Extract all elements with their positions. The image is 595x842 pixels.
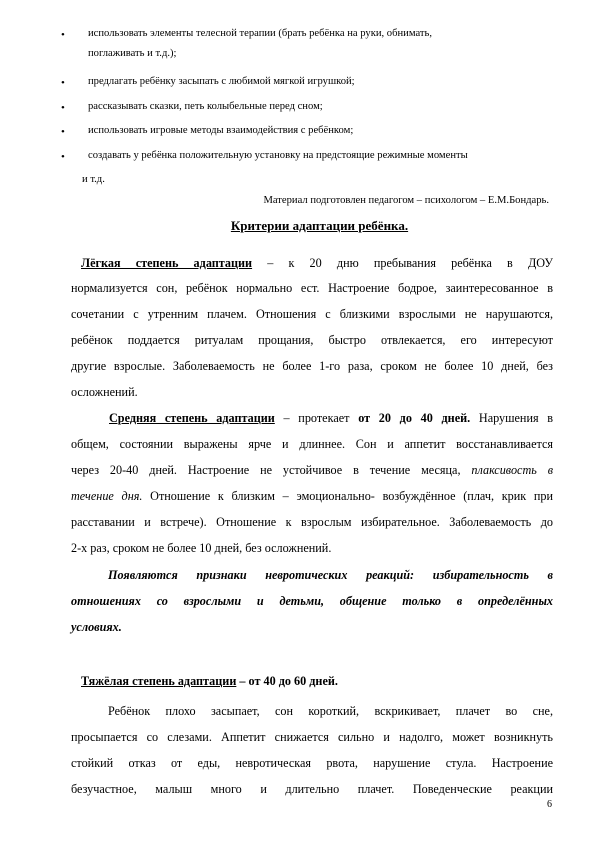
light-heading: Лёгкая степень адаптации <box>81 256 253 270</box>
medium-line: течение дня. Отношение к близким – эмоционально- возбуждённое (плач, крик при <box>71 489 553 503</box>
neurotic-line: отношениях со взрослыми и детьми, общение только в определённых <box>71 594 553 608</box>
medium-line: 2-х раз, сроком не более 10 дней, без осложнений. <box>71 541 332 555</box>
medium-line: через 20-40 дней. Настроение не устойчивое в течение месяца, плаксивость в <box>71 463 553 477</box>
neurotic-line: Появляются признаки невротических реакций: избирательность в <box>108 568 553 582</box>
list-item-text: использовать элементы телесной терапии (брать ребёнка на руки, обнимать, <box>88 28 432 39</box>
medium-heading: Средняя степень адаптации <box>109 411 275 425</box>
bullet-icon: • <box>61 29 65 41</box>
medium-line: Средняя степень адаптации – протекает от 20 до 40 дней. Нарушения в <box>109 411 554 425</box>
heavy-heading-line: Тяжёлая степень адаптации – от 40 до 60 дней. <box>81 674 338 688</box>
heavy-line: Ребёнок плохо засыпает, сон короткий, вскрикивает, плачет во сне, <box>108 704 553 718</box>
bullet-icon: • <box>61 151 65 163</box>
medium-line: общем, состоянии выражены ярче и длиннее. Сон и аппетит восстанавливается <box>71 437 553 451</box>
list-item-text: предлагать ребёнку засыпать с любимой мягкой игрушкой; <box>88 76 355 87</box>
medium-line: расставании и встрече). Отношение к взрослым избирательное. Заболеваемость до <box>71 515 553 529</box>
heavy-line: безучастное, малыш много и длительно плачет. Поведенческие реакции <box>71 782 553 796</box>
neurotic-line: условиях. <box>71 620 122 634</box>
author-credit: Материал подготовлен педагогом – психологом – Е.М.Бондарь. <box>263 195 549 206</box>
light-line: осложнений. <box>71 385 138 399</box>
heavy-heading: Тяжёлая степень адаптации <box>81 674 237 688</box>
page-number: 6 <box>547 799 552 810</box>
list-item-text: использовать игровые методы взаимодействия с ребёнком; <box>88 125 354 136</box>
list-item-text: поглаживать и т.д.); <box>88 48 177 59</box>
light-line: Лёгкая степень адаптации – к 20 дню пребывания ребёнка в ДОУ <box>81 256 553 270</box>
bullet-icon: • <box>61 77 65 89</box>
heavy-line: просыпается со слезами. Аппетит снижается сильно и надолго, может возникнуть <box>71 730 553 744</box>
list-item-text: рассказывать сказки, петь колыбельные перед сном; <box>88 101 323 112</box>
light-line: сочетании с утренним плачем. Отношения с близкими взрослыми не нарушаются, <box>71 307 553 321</box>
bullet-icon: • <box>61 102 65 114</box>
light-line: ребёнок поддается ритуалам прощания, быстро отвлекается, его интересуют <box>71 333 553 347</box>
heavy-line: стойкий отказ от еды, невротическая рвота, нарушение стула. Настроение <box>71 756 553 770</box>
list-item-text: создавать у ребёнка положительную установку на предстоящие режимные моменты <box>88 150 468 161</box>
light-line: нормализуется сон, ребёнок нормально ест. Настроение бодрое, заинтересованное в <box>71 281 553 295</box>
section-title: Критерии адаптации ребёнка. <box>230 218 409 233</box>
list-item-text: и т.д. <box>82 174 105 185</box>
bullet-icon: • <box>61 126 65 138</box>
light-line: другие взрослые. Заболеваемость не более 1-го раза, сроком не более 10 дней, без <box>71 359 553 373</box>
